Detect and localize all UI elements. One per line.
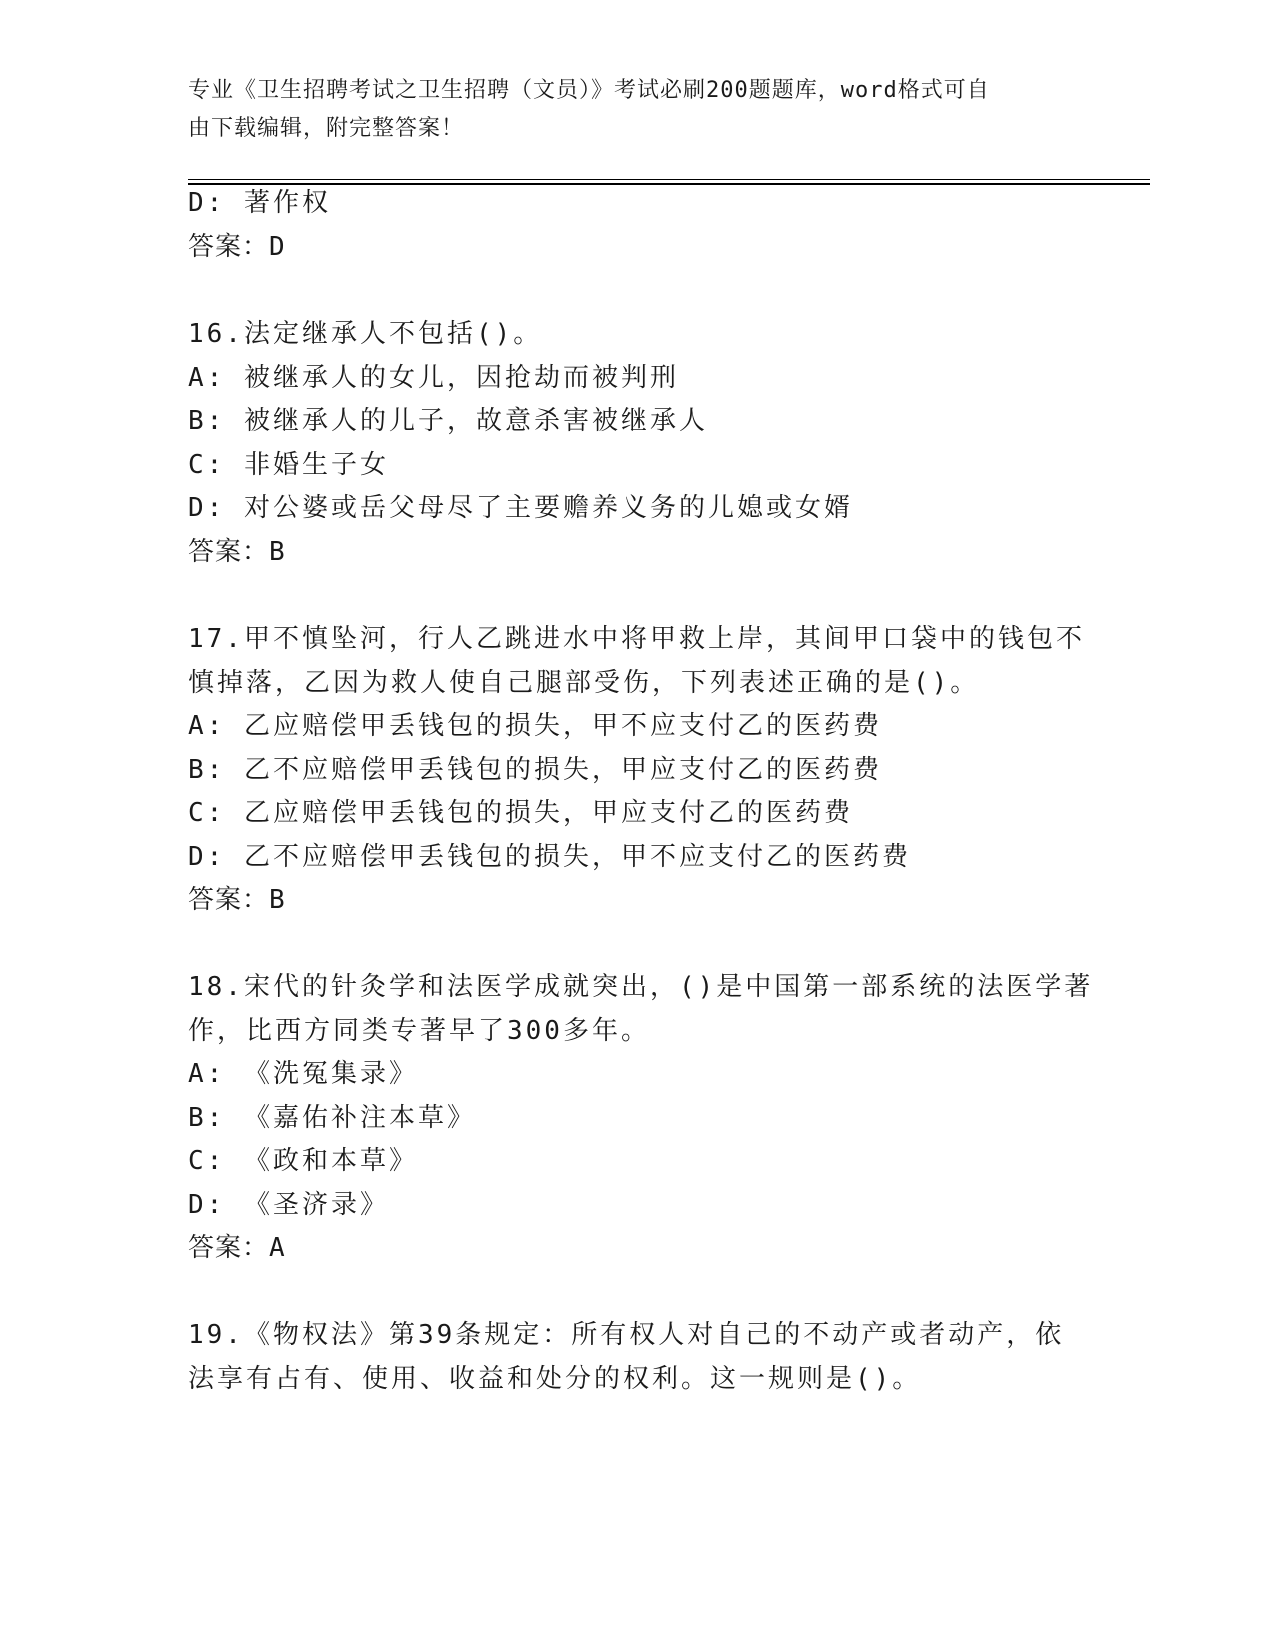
header-divider-thin bbox=[188, 179, 1150, 180]
header-line-1: 专业《卫生招聘考试之卫生招聘（文员）》考试必刷200题题库，word格式可自 bbox=[188, 78, 990, 103]
q17-option-b: B: 乙不应赔偿甲丢钱包的损失，甲应支付乙的医药费 bbox=[188, 755, 882, 785]
header-line-2: 由下载编辑，附完整答案！ bbox=[188, 116, 465, 141]
q16-option-b: B: 被继承人的儿子，故意杀害被继承人 bbox=[188, 406, 708, 436]
q16-stem: 16.法定继承人不包括()。 bbox=[188, 319, 543, 349]
q17-stem-line-2: 慎掉落，乙因为救人使自己腿部受伤，下列表述正确的是()。 bbox=[188, 668, 980, 698]
header-divider-thick bbox=[188, 183, 1150, 185]
q17-answer: 答案：B bbox=[188, 885, 286, 915]
q18-option-d: D: 《圣济录》 bbox=[188, 1190, 389, 1220]
page-header bbox=[188, 72, 1068, 148]
q18-option-c: C: 《政和本草》 bbox=[188, 1146, 418, 1176]
prev-answer: 答案：D bbox=[188, 232, 286, 262]
q16-option-a: A: 被继承人的女儿，因抢劫而被判刑 bbox=[188, 363, 679, 393]
q17-option-a: A: 乙应赔偿甲丢钱包的损失，甲不应支付乙的医药费 bbox=[188, 711, 882, 741]
q17-option-c: C: 乙应赔偿甲丢钱包的损失，甲应支付乙的医药费 bbox=[188, 798, 853, 828]
q16-option-c: C: 非婚生子女 bbox=[188, 450, 389, 480]
q18-option-a: A: 《洗冤集录》 bbox=[188, 1059, 418, 1089]
q16-option-d: D: 对公婆或岳父母尽了主要赡养义务的儿媳或女婿 bbox=[188, 493, 853, 523]
prev-option-d: D: 著作权 bbox=[188, 188, 331, 218]
q19-stem-line-1: 19.《物权法》第39条规定：所有权人对自己的不动产或者动产，依 bbox=[188, 1320, 1065, 1350]
document-page bbox=[188, 0, 1148, 1650]
q18-option-b: B: 《嘉佑补注本草》 bbox=[188, 1103, 476, 1133]
q18-stem-line-1: 18.宋代的针灸学和法医学成就突出，()是中国第一部系统的法医学著 bbox=[188, 972, 1094, 1002]
q19-stem-line-2: 法享有占有、使用、收益和处分的权利。这一规则是()。 bbox=[188, 1364, 922, 1394]
q18-stem-line-2: 作，比西方同类专著早了300多年。 bbox=[188, 1016, 650, 1046]
q16-answer: 答案：B bbox=[188, 537, 286, 567]
q17-stem-line-1: 17.甲不慎坠河，行人乙跳进水中将甲救上岸，其间甲口袋中的钱包不 bbox=[188, 624, 1085, 654]
q17-option-d: D: 乙不应赔偿甲丢钱包的损失，甲不应支付乙的医药费 bbox=[188, 842, 911, 872]
q18-answer: 答案：A bbox=[188, 1233, 286, 1263]
